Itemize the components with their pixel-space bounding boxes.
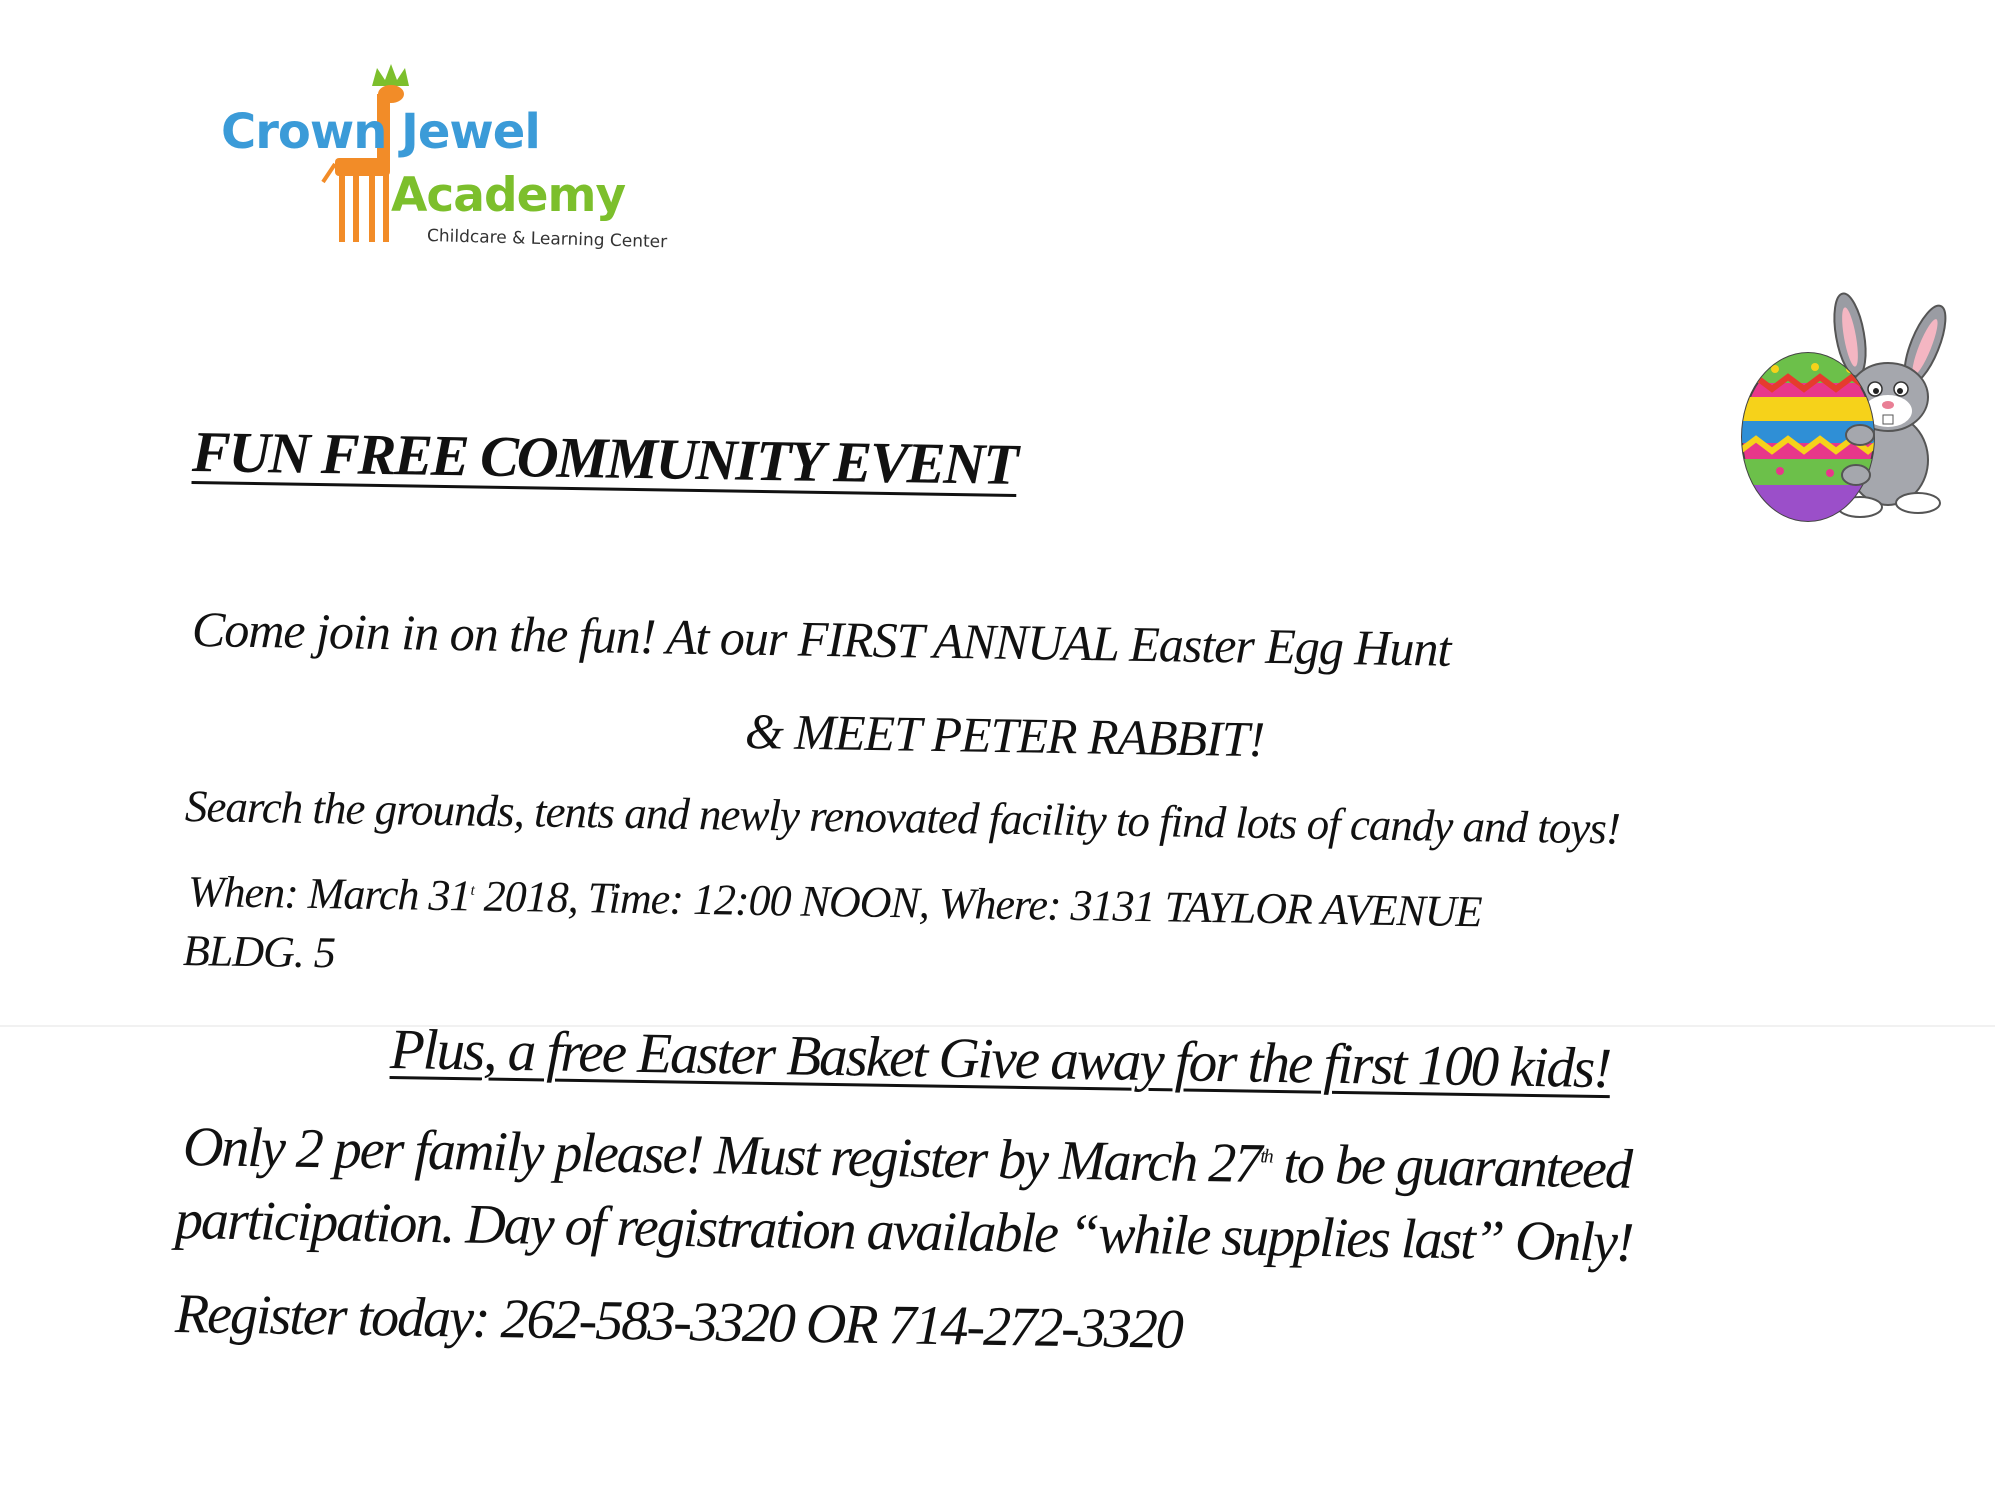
logo-word-crown: Crown <box>221 104 387 160</box>
registration-guarantee-text: to be guaranteed <box>1271 1133 1632 1201</box>
search-description-text: Search the grounds, tents and newly renovated facility to find lots of candy and toys! <box>184 781 1621 854</box>
event-date-superscript: t <box>470 881 474 899</box>
register-phone-text: Register today: 262-583-3320 OR 714-272-3320 <box>174 1283 1183 1361</box>
event-details-line <box>188 866 1482 937</box>
logo-word-jewel: Jewel <box>401 104 540 160</box>
intro-text: Come join in on the fun! At our FIRST ANNUAL Easter Egg Hunt <box>191 601 1451 677</box>
event-date-prefix: When: March 31 <box>187 867 471 921</box>
logo-tagline: Childcare & Learning Center <box>426 226 668 253</box>
event-building-text: BLDG. 5 <box>182 926 336 978</box>
meet-peter-rabbit-text: & MEET PETER RABBIT! <box>744 703 1265 768</box>
headline: FUN FREE COMMUNITY EVENT <box>191 419 1018 497</box>
participation-text: participation. Day of registration available “while supplies last” Only! <box>174 1189 1633 1274</box>
registration-date-superscript: th <box>1260 1146 1272 1168</box>
easter-bunny-with-egg-icon <box>1720 285 1950 525</box>
logo-word-academy: Academy <box>391 168 626 223</box>
crown-jewel-academy-logo <box>215 60 675 260</box>
registration-limit-text: Only 2 per family please! Must register by March 27 <box>182 1116 1261 1195</box>
basket-giveaway-heading: Plus, a free Easter Basket Give away for the first 100 kids! <box>389 1018 1611 1101</box>
event-time-location: 2018, Time: 12:00 NOON, Where: 3131 TAYLOR AVENUE <box>473 871 1482 937</box>
registration-rules-line <box>182 1115 1631 1202</box>
